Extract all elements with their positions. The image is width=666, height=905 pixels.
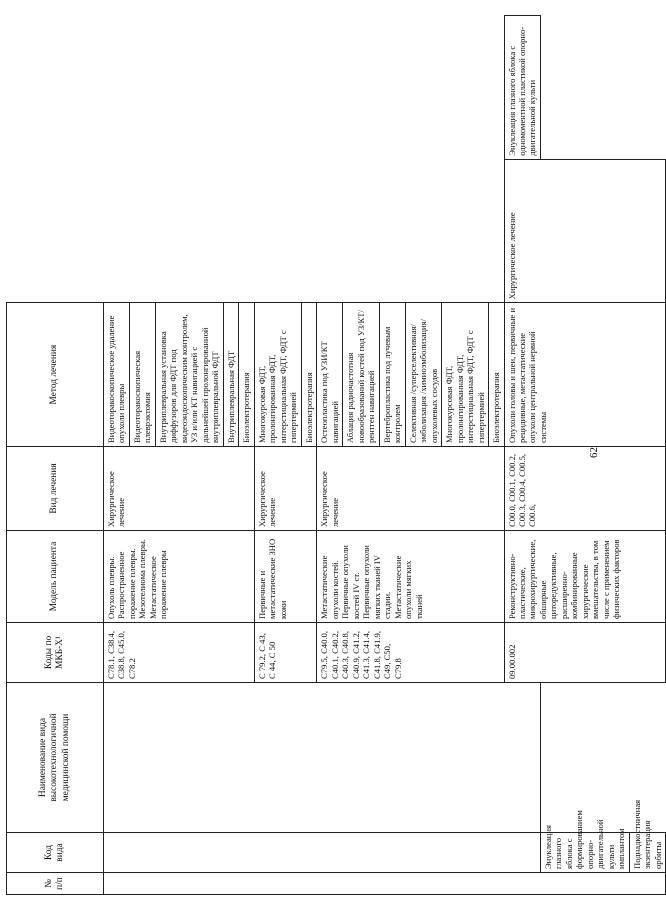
type-cell: Хирургическое лечение — [504, 159, 666, 303]
method-cell: Видеоторакоскопическое удаление опухоли плевры — [104, 303, 130, 447]
header-method: Метод лечения — [7, 303, 104, 447]
method-cell: Биоэлектротерапия — [489, 303, 504, 447]
method-cell: Внутриплевральная ФДТ — [223, 303, 238, 447]
header-type: Вид лечения — [7, 447, 104, 531]
method-cell: Биоэлектротерапия — [301, 303, 316, 447]
mkb-cell: C 79.2, C 43, C 44, C 50 — [254, 623, 316, 683]
num-cell — [104, 873, 666, 895]
type-cell: Хирургическое лечение — [104, 447, 255, 531]
method-cell: Аблация радиочастотная новообразований костей под УЗ/КТ/рентген навигацией — [343, 303, 379, 447]
method-cell: Многокурсовая ФДТ, пролонгированная ФДТ, интерстициальная ФДТ, ФДТ с гипертермией — [254, 303, 301, 447]
code-cell: 09.00.002 — [504, 623, 666, 683]
method-cell: Поднадкостничная экзентерация орбиты — [629, 833, 665, 873]
method-cell: Энуклеация глазного яблока с одномоментной пластикой опорно-двигательной культи — [504, 16, 540, 160]
type-cell: Хирургическое лечение — [317, 447, 504, 531]
method-cell: Видеоторакоскопическая плеврэктомия — [129, 303, 155, 447]
method-cell: Вертебропластика под лучевым контролем — [379, 303, 405, 447]
model-cell: Метастатические опухоли костей. Первичные опухоли костей IV ст. Первичные опухоли мягких тканей IV стадии. Метастатические опухоли мягких тканей — [317, 531, 504, 623]
page-number: 62 — [588, 447, 600, 458]
method-cell: Внутриплевральная установка диффузоров для ФДТ под видеоэндоскопическим контролем, УЗ и/или КТ навигацией с дальнейшей пролонгированной внутриплевральной ФДТ — [155, 303, 223, 447]
header-mkb: Коды по МКБ-Х¹ — [7, 623, 104, 683]
method-cell: Остеопластика под УЗИ/КТ навигацией — [317, 303, 343, 447]
mkb-cell: C00.0, C00.1, C00.2, C00.3, C00.4, C00.5, C00.6, — [504, 447, 666, 531]
header-name: Наименование вида высокотехнологичной медицинской помощи — [7, 683, 104, 833]
mkb-cell: C79.5, C40.0, C40.1, C40.2, C40.3, C40.8, C40.9, C41.2, C41.3, C41.4, C41.8, C41.9, C49, C50, C79.8 — [317, 623, 504, 683]
method-cell: Биоэлектротерапия — [239, 303, 254, 447]
method-cell: Селективная /суперселективная/ эмболизация /химиоэмболизация/ опухолевых сосудов — [405, 303, 441, 447]
treatment-table — [6, 15, 666, 895]
method-cell: Многокурсовая ФДТ, пролонгированная ФДТ, интерстициальная ФДТ, ФДТ с гипертермией — [442, 303, 489, 447]
name-cell: Реконструктивно-пластические, микрохирургические, обширные циторедуктивные, расширенно-комбинированные хирургические вмешательства, в том числе с применением физических факторов — [504, 531, 666, 623]
model-cell: Опухоли головы и шеи, первичные и рецидивные, метастатические опухоли центральной нервной системы — [504, 303, 666, 447]
header-code: Код вида — [7, 833, 104, 873]
type-cell: Хирургическое лечение — [254, 447, 316, 531]
header-model: Модель пациента — [7, 531, 104, 623]
code-cell — [104, 833, 541, 873]
mkb-cell: C78.1, C38.4, C38.8, C45.0, C78.2 — [104, 623, 255, 683]
header-row — [7, 16, 104, 895]
method-cell: Энуклеация глазного яблока с формированием опорно-двигательной культи имплантом — [540, 833, 629, 873]
name-cell — [104, 683, 541, 833]
table-row — [104, 16, 130, 895]
header-num: № п/п — [7, 873, 104, 895]
model-cell: Первичные и метастатические ЗНО кожи — [254, 531, 316, 623]
model-cell: Опухоль плевры. Распространенное поражение плевры. Мезотелиома плевры. Метастатическое поражение плевры — [104, 531, 255, 623]
